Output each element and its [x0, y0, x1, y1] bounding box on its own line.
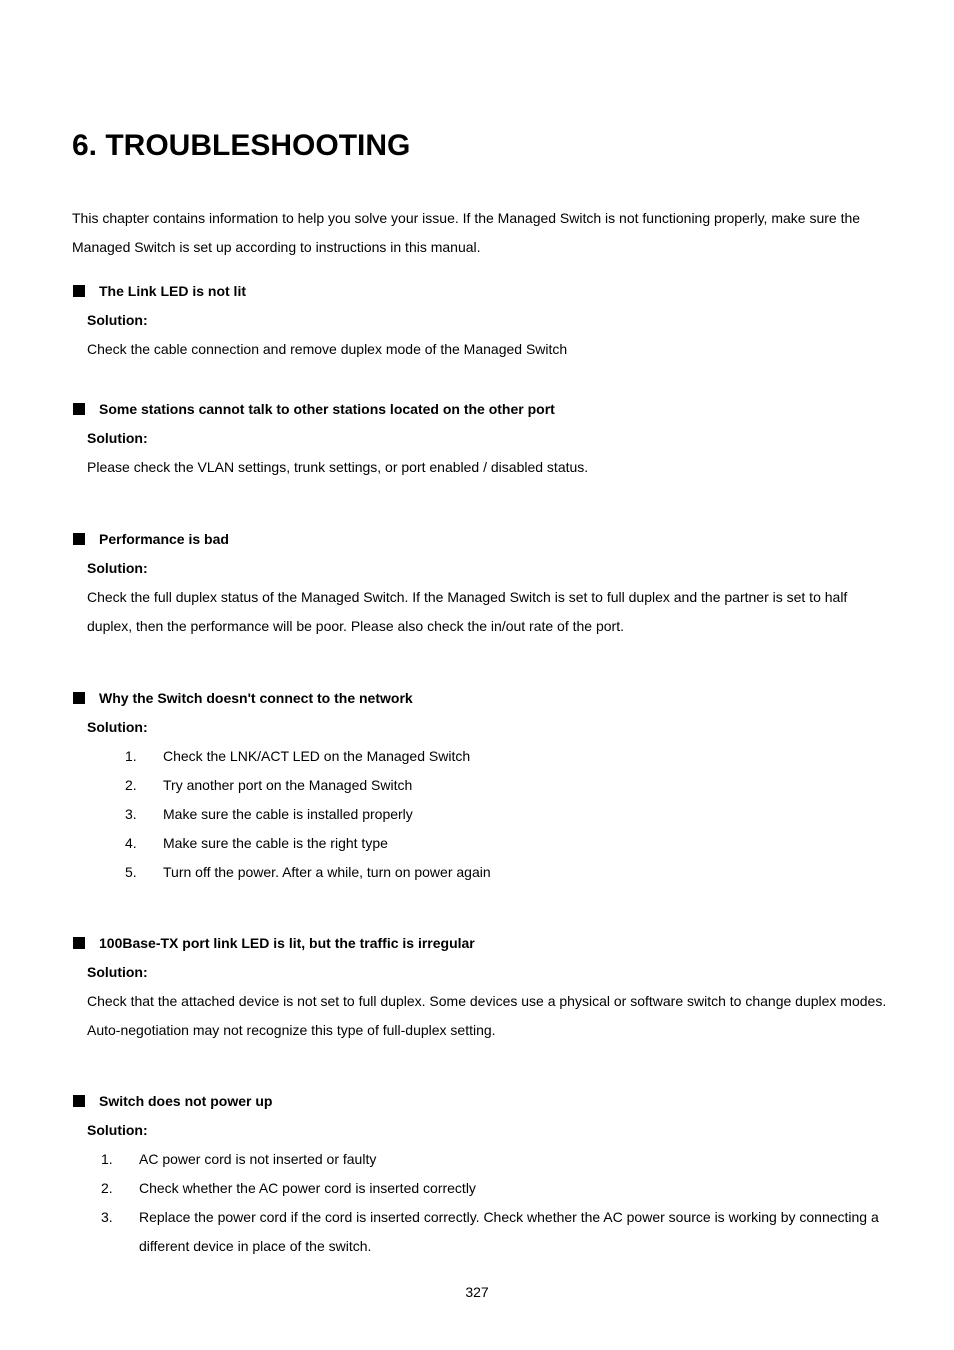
list-item-number: 4. — [125, 835, 137, 851]
solution-label: Solution: — [87, 560, 148, 576]
solution-label: Solution: — [87, 312, 148, 328]
solution-text: Please check the VLAN settings, trunk settings, or port enabled / disabled status. — [87, 459, 589, 475]
list-item-number: 1. — [125, 748, 137, 764]
bullet-square-icon — [73, 533, 85, 545]
solution-label: Solution: — [87, 964, 148, 980]
section-performance-bad — [72, 525, 887, 641]
solution-text: Check the cable connection and remove duplex mode of the Managed Switch — [87, 341, 568, 357]
list-item-number: 2. — [101, 1180, 113, 1196]
list-item-text: Check the LNK/ACT LED on the Managed Switch — [163, 748, 471, 764]
section-heading — [72, 525, 887, 554]
section-heading-text: Some stations cannot talk to other stations located on the other port — [99, 401, 555, 417]
list-item-text: Try another port on the Managed Switch — [163, 777, 413, 793]
bullet-square-icon — [73, 937, 85, 949]
section-heading — [72, 395, 887, 424]
section-heading-text: 100Base-TX port link LED is lit, but the traffic is irregular — [99, 935, 475, 951]
solution-label: Solution: — [87, 719, 148, 735]
section-heading-text: The Link LED is not lit — [99, 283, 246, 299]
list-item — [72, 742, 887, 771]
list-item-number: 5. — [125, 864, 137, 880]
list-item-number: 2. — [125, 777, 137, 793]
list-item — [72, 829, 887, 858]
list-item-text: Make sure the cable is installed properly — [163, 806, 413, 822]
section-heading-text: Performance is bad — [99, 531, 229, 547]
list-item — [72, 1174, 887, 1203]
list-item-text: Replace the power cord if the cord is inserted correctly. Check whether the AC power source is working by connecting a different device in place of the switch. — [139, 1209, 879, 1254]
section-heading — [72, 684, 887, 713]
bullet-square-icon — [73, 285, 85, 297]
chapter-title: 6. TROUBLESHOOTING — [72, 129, 411, 162]
section-link-led — [72, 277, 887, 364]
solution-list — [72, 742, 887, 887]
solution-text: Check the full duplex status of the Managed Switch. If the Managed Switch is set to full duplex and the partner is set to half duplex, then the performance will be poor. Please also check the in/out rate of the port. — [87, 589, 848, 634]
solution-label: Solution: — [87, 1122, 148, 1138]
solution-text: Check that the attached device is not set to full duplex. Some devices use a physical or software switch to change duplex modes. Auto-negotiation may not recognize this type of full-duplex setting. — [87, 993, 887, 1038]
list-item — [72, 858, 887, 887]
page-number: 327 — [465, 1284, 489, 1300]
list-item-number: 3. — [125, 806, 137, 822]
list-item — [72, 771, 887, 800]
list-item-number: 3. — [101, 1209, 113, 1225]
section-heading — [72, 1087, 887, 1116]
section-no-power — [72, 1087, 887, 1261]
list-item-number: 1. — [101, 1151, 113, 1167]
solution-list — [72, 1145, 887, 1261]
section-stations-cannot-talk — [72, 395, 887, 482]
bullet-square-icon — [73, 692, 85, 704]
list-item — [72, 1203, 887, 1261]
section-heading — [72, 277, 887, 306]
list-item-text: Make sure the cable is the right type — [163, 835, 388, 851]
section-heading-text: Why the Switch doesn't connect to the network — [99, 690, 413, 706]
section-traffic-irregular — [72, 929, 887, 1045]
list-item-text: Check whether the AC power cord is inserted correctly — [139, 1180, 476, 1196]
section-heading — [72, 929, 887, 958]
section-heading-text: Switch does not power up — [99, 1093, 273, 1109]
intro-paragraph: This chapter contains information to help you solve your issue. If the Managed Switch is not functioning properly, make sure the Managed Switch is set up according to instructions in this manual. — [72, 210, 861, 255]
list-item-text: Turn off the power. After a while, turn on power again — [163, 864, 491, 880]
solution-label: Solution: — [87, 430, 148, 446]
list-item — [72, 1145, 887, 1174]
list-item — [72, 800, 887, 829]
bullet-square-icon — [73, 1095, 85, 1107]
list-item-text: AC power cord is not inserted or faulty — [139, 1151, 377, 1167]
section-no-network — [72, 684, 887, 887]
bullet-square-icon — [73, 403, 85, 415]
